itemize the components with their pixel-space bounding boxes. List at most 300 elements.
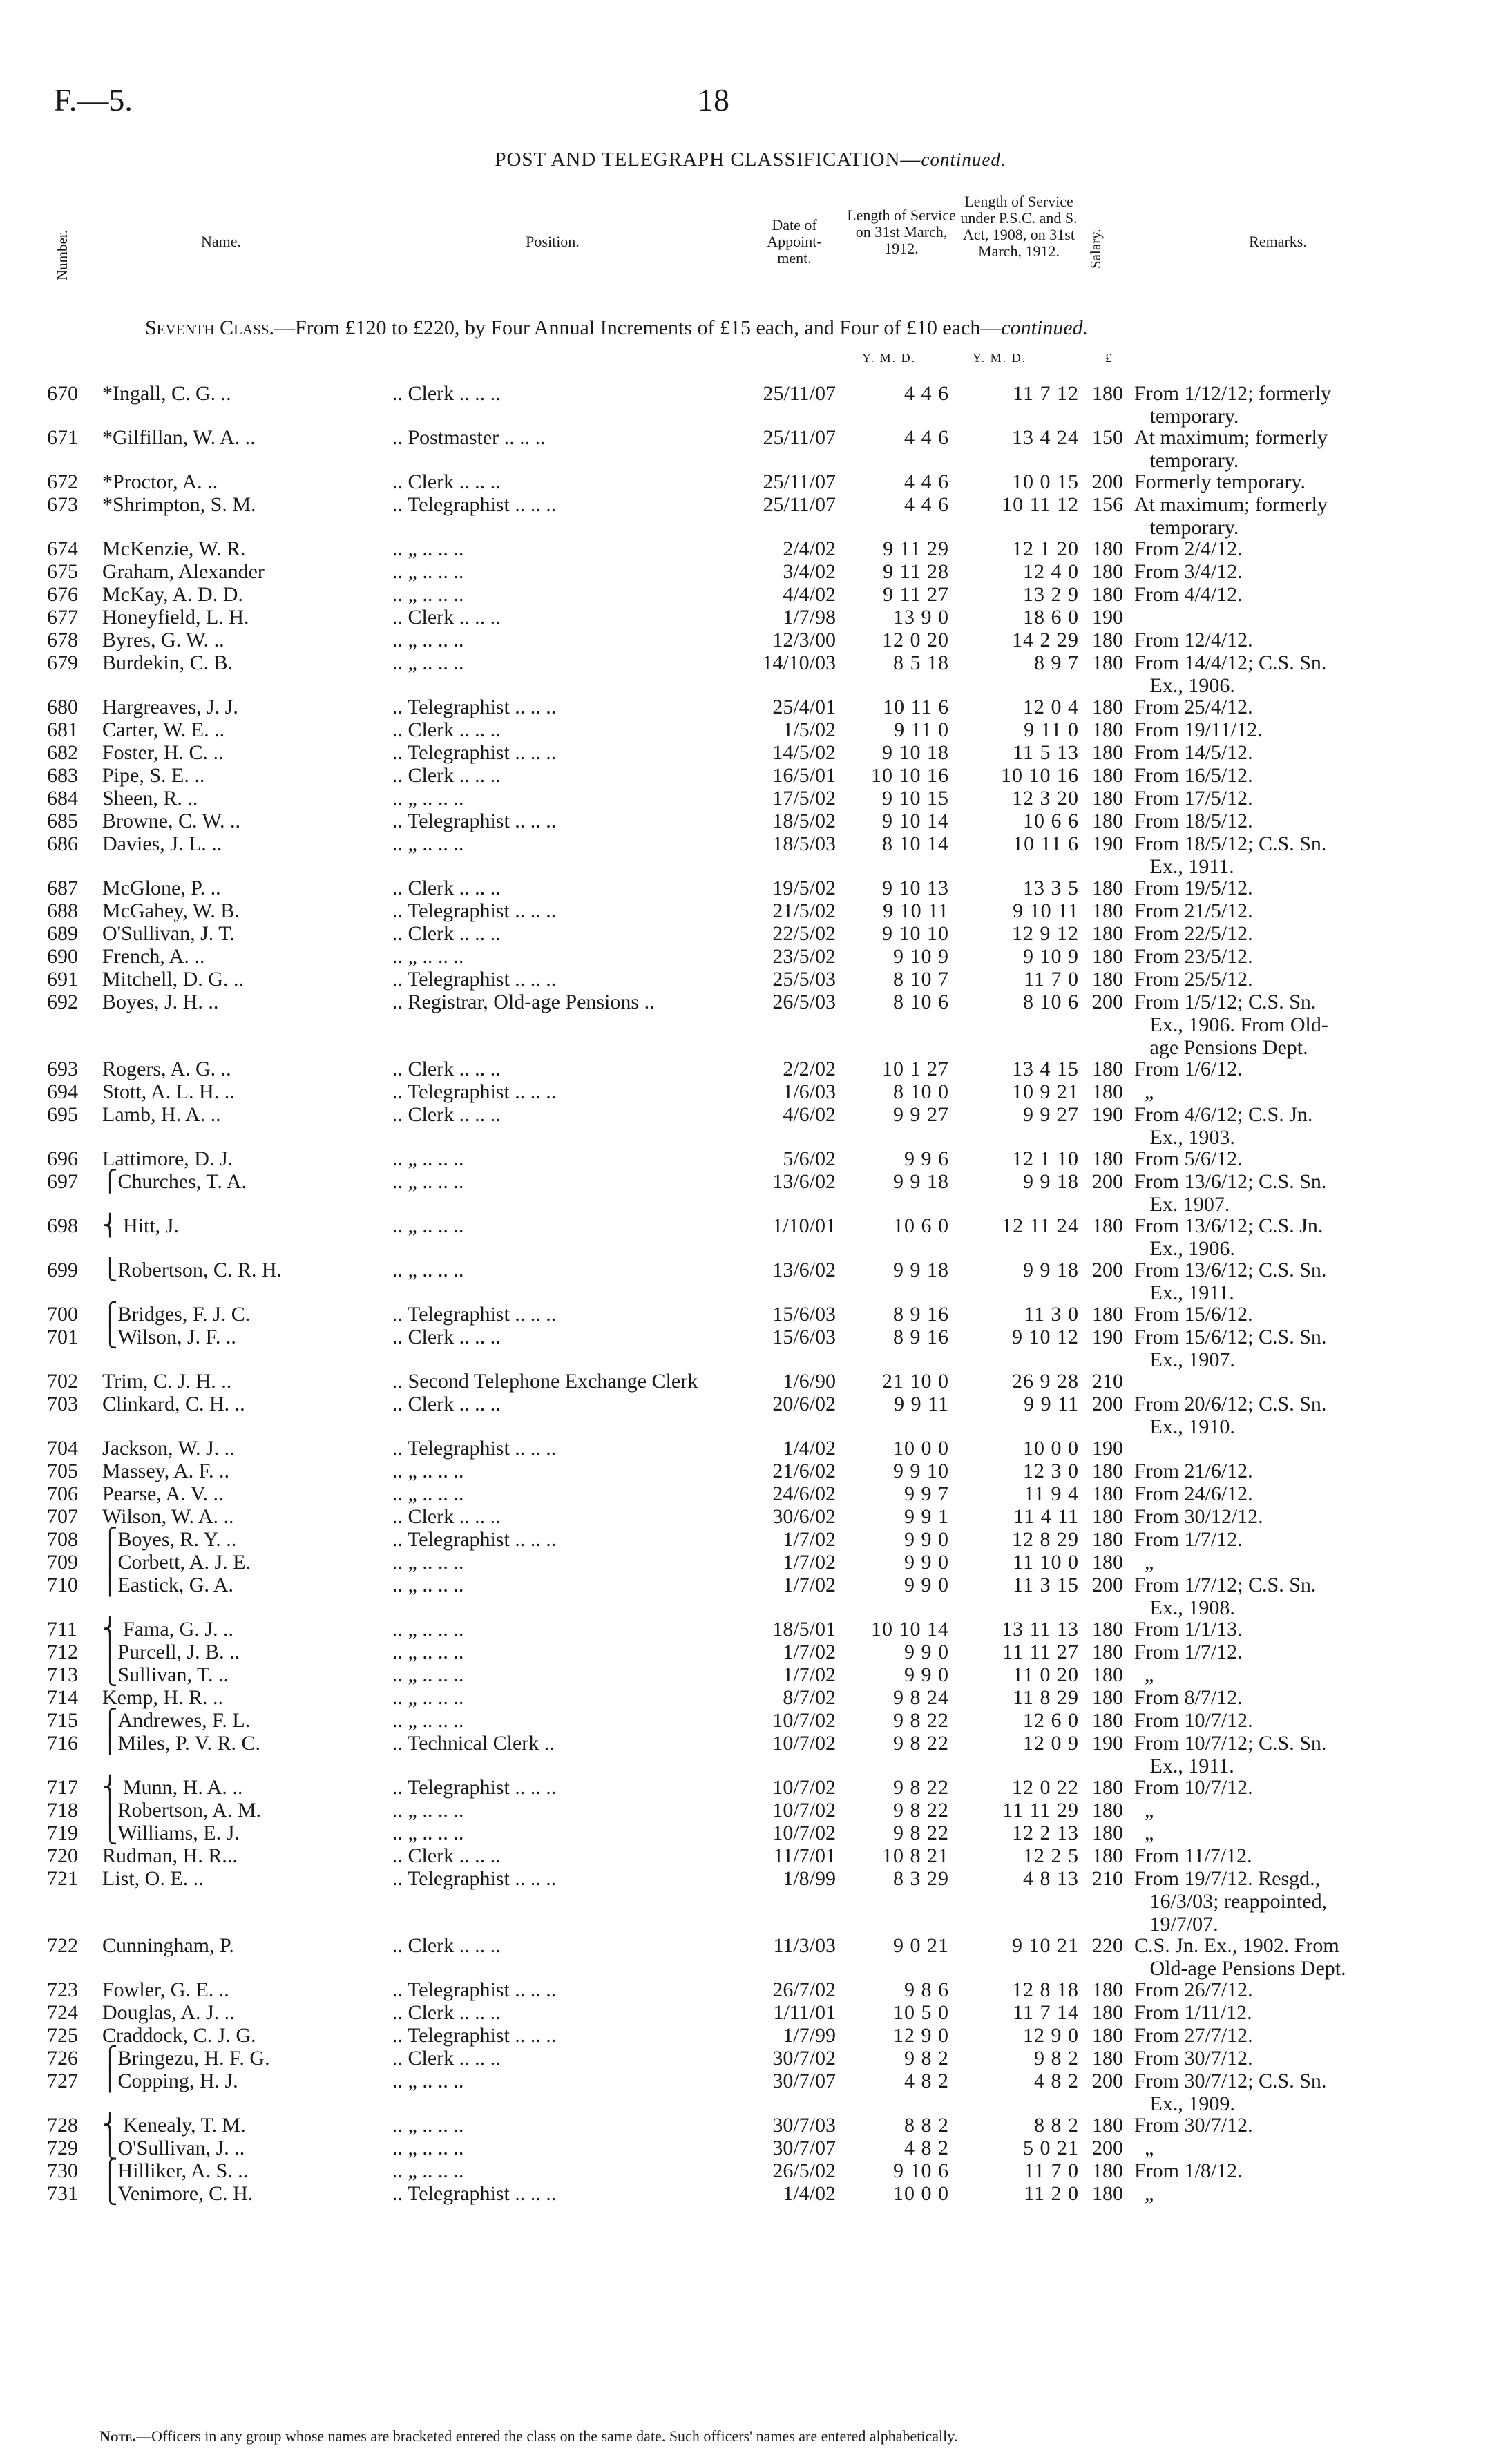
row-date: 16/5/01 [772, 764, 836, 787]
row-remarks: „ [1134, 1822, 1154, 1844]
row-number: 687 [47, 877, 78, 899]
table-row [0, 1574, 1501, 1619]
row-length-psc: 12 2 5 [1023, 1844, 1079, 1867]
row-remarks: From 21/6/12. [1134, 1460, 1253, 1482]
row-length-service: 8 8 2 [904, 2114, 949, 2137]
row-remarks: From 21/5/12. [1134, 899, 1253, 922]
row-length-psc: 8 8 2 [1034, 2114, 1079, 2137]
row-position: .. Clerk .. .. .. [392, 1058, 501, 1080]
table-row [0, 2137, 1501, 2160]
row-remarks: From 16/5/12. [1134, 764, 1253, 787]
row-date: 25/11/07 [763, 470, 836, 493]
row-number: 726 [47, 2047, 78, 2070]
class-continued: continued. [1001, 316, 1089, 339]
row-remarks: From 1/7/12; C.S. Sn. Ex., 1908. [1134, 1574, 1317, 1619]
row-remarks: From 15/6/12; C.S. Sn. Ex., 1907. [1134, 1326, 1327, 1371]
row-number: 670 [47, 382, 78, 405]
row-length-psc: 9 10 21 [1012, 1934, 1079, 1957]
row-name: ⎨ Hitt, J. [102, 1214, 179, 1237]
row-remarks: From 30/12/12. [1134, 1505, 1263, 1528]
row-date: 25/5/03 [772, 968, 836, 991]
row-length-service: 8 10 7 [893, 968, 949, 991]
row-salary: 180 [1092, 1776, 1123, 1799]
row-number: 678 [47, 629, 78, 651]
row-remarks: From 5/6/12. [1134, 1147, 1243, 1170]
row-position: .. Telegraphist .. .. .. [392, 1978, 557, 2001]
row-salary: 180 [1092, 1663, 1123, 1686]
row-date: 10/7/02 [772, 1822, 836, 1844]
row-position: .. Clerk .. .. .. [392, 922, 501, 945]
row-remarks: From 20/6/12; C.S. Sn. Ex., 1910. [1134, 1393, 1327, 1438]
row-length-service: 10 0 0 [893, 1437, 949, 1460]
row-length-service: 13 9 0 [893, 606, 949, 629]
row-length-psc: 11 8 29 [1013, 1686, 1079, 1709]
row-date: 11/3/03 [773, 1934, 836, 1957]
row-salary: 180 [1092, 629, 1123, 651]
row-salary: 180 [1092, 1460, 1123, 1482]
row-length-psc: 9 10 12 [1012, 1326, 1079, 1348]
table-row [0, 1058, 1501, 1081]
row-position: .. Telegraphist .. .. .. [392, 1867, 557, 1890]
row-length-psc: 26 9 28 [1012, 1370, 1079, 1393]
row-length-service: 10 1 27 [882, 1058, 949, 1080]
row-name: McGlone, P. .. [102, 877, 221, 899]
row-salary: 200 [1092, 2070, 1123, 2092]
row-length-service: 4 4 6 [904, 470, 949, 493]
row-salary: 190 [1092, 1437, 1123, 1460]
row-length-psc: 13 11 13 [1002, 1618, 1079, 1641]
row-date: 4/6/02 [783, 1103, 836, 1126]
row-remarks: From 26/7/12. [1134, 1978, 1253, 2001]
row-salary: 180 [1092, 787, 1123, 810]
row-name: Stott, A. L. H. .. [102, 1080, 235, 1103]
row-remarks: From 13/6/12; C.S. Sn. Ex. 1907. [1134, 1170, 1327, 1216]
table-row [0, 718, 1501, 742]
col-length-psc: Length of Service under P.S.C. and S. Act, 1908, on 31st March, 1912. [960, 193, 1078, 260]
row-date: 17/5/02 [772, 787, 836, 810]
row-number: 689 [47, 922, 78, 945]
row-date: 1/7/02 [783, 1663, 836, 1686]
table-row [0, 1303, 1501, 1326]
row-length-psc: 11 4 11 [1013, 1505, 1079, 1528]
row-salary: 180 [1092, 2047, 1123, 2070]
row-remarks: From 10/7/12. [1134, 1709, 1253, 1732]
col-name: Name. [200, 233, 242, 250]
col-salary: Salary. [1087, 229, 1104, 269]
row-number: 719 [47, 1822, 78, 1844]
row-number: 702 [47, 1370, 78, 1393]
col-number: Number. [54, 230, 70, 281]
row-position: .. „ .. .. .. [392, 1574, 464, 1596]
row-date: 2/2/02 [783, 1058, 836, 1080]
row-position: .. Second Telephone Exchange Clerk [392, 1370, 698, 1393]
row-number: 717 [47, 1776, 78, 1799]
row-length-psc: 10 10 16 [1001, 764, 1079, 787]
row-salary: 180 [1092, 1080, 1123, 1103]
row-number: 721 [47, 1867, 78, 1890]
table-row [0, 991, 1501, 1059]
col-length-service: Length of Service on 31st March, 1912. [847, 207, 956, 257]
class-label: Seventh Class. [145, 316, 275, 339]
row-number: 723 [47, 1978, 78, 2001]
row-salary: 180 [1092, 1058, 1123, 1080]
row-name: Lattimore, D. J. [102, 1147, 233, 1170]
row-length-psc: 11 11 29 [1002, 1799, 1079, 1822]
row-length-psc: 11 0 20 [1013, 1663, 1079, 1686]
row-salary: 210 [1092, 1370, 1123, 1393]
row-remarks: From 25/5/12. [1134, 968, 1253, 991]
row-salary: 200 [1092, 991, 1123, 1013]
row-position: .. Telegraphist .. .. .. [392, 899, 557, 922]
row-position: .. Clerk .. .. .. [392, 2047, 501, 2070]
row-number: 691 [47, 968, 78, 991]
row-length-service: 21 10 0 [882, 1370, 949, 1393]
row-remarks: At maximum; formerly temporary. [1134, 493, 1328, 539]
row-length-psc: 11 9 4 [1024, 1482, 1079, 1505]
table-row [0, 1551, 1501, 1574]
row-length-service: 9 9 11 [894, 1393, 949, 1415]
row-remarks: From 1/7/12. [1134, 1528, 1243, 1551]
row-date: 22/5/02 [772, 922, 836, 945]
row-date: 19/5/02 [772, 877, 836, 899]
row-salary: 180 [1092, 1641, 1123, 1663]
row-position: .. Postmaster .. .. .. [392, 426, 546, 449]
row-number: 675 [47, 560, 78, 583]
row-remarks: From 17/5/12. [1134, 787, 1253, 810]
row-date: 26/5/03 [772, 991, 836, 1013]
row-length-psc: 11 7 0 [1024, 968, 1079, 991]
row-name: ⎨ Kenealy, T. M. [102, 2114, 246, 2137]
table-row [0, 696, 1501, 719]
table-row [0, 1103, 1501, 1149]
row-length-psc: 18 6 0 [1023, 606, 1079, 629]
table-row [0, 968, 1501, 991]
row-name: ⎪Eastick, G. A. [102, 1574, 233, 1596]
row-date: 14/10/03 [762, 651, 836, 674]
row-length-psc: 12 8 29 [1012, 1528, 1079, 1551]
table-row [0, 560, 1501, 584]
row-remarks: From 22/5/12. [1134, 922, 1253, 945]
row-name: Fowler, G. E. .. [102, 1978, 229, 2001]
row-salary: 180 [1092, 583, 1123, 606]
row-length-service: 8 9 16 [893, 1303, 949, 1326]
row-remarks: From 1/1/13. [1134, 1618, 1243, 1641]
row-remarks: From 14/5/12. [1134, 741, 1253, 764]
row-salary: 180 [1092, 1618, 1123, 1641]
row-name: *Gilfillan, W. A. .. [102, 426, 256, 449]
row-salary: 190 [1092, 1103, 1123, 1126]
row-length-service: 9 8 22 [893, 1709, 949, 1732]
row-number: 680 [47, 696, 78, 718]
row-position: .. „ .. .. .. [392, 1214, 464, 1237]
row-date: 21/6/02 [772, 1460, 836, 1482]
row-position: .. „ .. .. .. [392, 832, 464, 855]
row-date: 1/11/01 [773, 2001, 836, 2024]
row-position: .. Clerk .. .. .. [392, 1505, 501, 1528]
row-date: 1/7/02 [783, 1528, 836, 1551]
row-salary: 180 [1092, 1551, 1123, 1574]
row-position: .. „ .. .. .. [392, 1641, 464, 1663]
row-position: .. „ .. .. .. [392, 1799, 464, 1822]
row-salary: 180 [1092, 2159, 1123, 2182]
row-salary: 180 [1092, 922, 1123, 945]
row-length-service: 10 10 16 [871, 764, 949, 787]
row-position: .. „ .. .. .. [392, 1170, 464, 1193]
row-number: 727 [47, 2070, 78, 2092]
row-salary: 180 [1092, 764, 1123, 787]
table-row [0, 1147, 1501, 1171]
row-salary: 180 [1092, 2182, 1123, 2205]
row-length-service: 8 10 6 [893, 991, 949, 1013]
row-name: McKenzie, W. R. [102, 537, 246, 560]
row-remarks: From 13/6/12; C.S. Jn. Ex., 1906. [1134, 1214, 1323, 1260]
row-remarks: From 1/11/12. [1134, 2001, 1252, 2024]
row-salary: 200 [1092, 470, 1123, 493]
row-name: ⎩Wilson, J. F. .. [102, 1326, 236, 1348]
row-length-psc: 11 5 13 [1013, 741, 1079, 764]
note-label: Note. [99, 2427, 137, 2445]
row-length-service: 9 10 14 [882, 810, 949, 832]
row-number: 695 [47, 1103, 78, 1126]
row-length-service: 8 10 0 [893, 1080, 949, 1103]
table-row [0, 2114, 1501, 2137]
row-number: 711 [47, 1618, 77, 1641]
row-salary: 180 [1092, 1147, 1123, 1170]
row-date: 1/7/98 [783, 606, 836, 629]
row-remarks: From 19/11/12. [1134, 718, 1263, 741]
row-position: .. Clerk .. .. .. [392, 606, 501, 629]
row-position: .. Telegraphist .. .. .. [392, 696, 557, 718]
row-date: 1/4/02 [783, 2182, 836, 2205]
row-date: 14/5/02 [772, 741, 836, 764]
table-row [0, 1326, 1501, 1371]
row-name: O'Sullivan, J. T. [102, 922, 235, 945]
row-number: 713 [47, 1663, 78, 1686]
table-row [0, 741, 1501, 765]
row-position: .. „ .. .. .. [392, 1482, 464, 1505]
row-name: French, A. .. [102, 945, 205, 968]
row-length-psc: 9 8 2 [1034, 2047, 1079, 2070]
row-number: 728 [47, 2114, 78, 2137]
row-number: 688 [47, 899, 78, 922]
row-position: .. Clerk .. .. .. [392, 1103, 501, 1126]
row-length-psc: 11 3 15 [1013, 1574, 1079, 1596]
table-row [0, 787, 1501, 810]
table-row [0, 2182, 1501, 2206]
row-date: 23/5/02 [772, 945, 836, 968]
row-position: .. Telegraphist .. .. .. [392, 2024, 557, 2047]
row-number: 722 [47, 1934, 78, 1957]
table-row [0, 1844, 1501, 1868]
row-length-service: 9 9 0 [904, 1574, 949, 1596]
row-salary: 180 [1092, 1844, 1123, 1867]
row-position: .. Telegraphist .. .. .. [392, 1528, 557, 1551]
table-row [0, 877, 1501, 900]
row-date: 1/4/02 [783, 1437, 836, 1460]
row-position: .. Clerk .. .. .. [392, 718, 501, 741]
row-length-service: 9 9 6 [904, 1147, 949, 1170]
row-salary: 180 [1092, 651, 1123, 674]
row-name: Graham, Alexander [102, 560, 265, 583]
row-date: 12/3/00 [772, 629, 836, 651]
row-name: Massey, A. F. .. [102, 1460, 229, 1482]
row-length-service: 4 8 2 [904, 2137, 949, 2159]
table-row [0, 1437, 1501, 1460]
row-number: 686 [47, 832, 78, 855]
row-length-psc: 9 9 18 [1023, 1170, 1079, 1193]
row-number: 694 [47, 1080, 78, 1103]
row-name: Douglas, A. J. .. [102, 2001, 235, 2024]
row-number: 710 [47, 1574, 78, 1596]
row-number: 720 [47, 1844, 78, 1867]
row-length-psc: 4 8 13 [1023, 1867, 1079, 1890]
row-date: 2/4/02 [783, 537, 836, 560]
row-salary: 190 [1092, 606, 1123, 629]
row-name: Trim, C. J. H. .. [102, 1370, 232, 1393]
table-row [0, 1709, 1501, 1732]
row-salary: 180 [1092, 560, 1123, 583]
row-length-service: 9 11 0 [894, 718, 949, 741]
row-length-service: 9 8 22 [893, 1732, 949, 1755]
row-length-service: 9 9 10 [893, 1460, 949, 1482]
row-date: 18/5/03 [772, 832, 836, 855]
row-length-service: 9 10 15 [882, 787, 949, 810]
row-length-psc: 9 10 11 [1013, 899, 1079, 922]
row-length-psc: 14 2 29 [1012, 629, 1079, 651]
row-position: .. „ .. .. .. [392, 1822, 464, 1844]
note-text: —Officers in any group whose names are bracketed entered the class on the same date. Such officers' names are entered alphabetically. [136, 2427, 958, 2445]
row-length-psc: 12 0 22 [1012, 1776, 1079, 1799]
row-date: 20/6/02 [772, 1393, 836, 1415]
row-length-psc: 12 6 0 [1023, 1709, 1079, 1732]
row-length-service: 10 11 6 [883, 696, 949, 718]
row-number: 712 [47, 1641, 78, 1663]
row-name: Pearse, A. V. .. [102, 1482, 224, 1505]
row-salary: 180 [1092, 1978, 1123, 2001]
row-number: 674 [47, 537, 78, 560]
row-position: .. „ .. .. .. [392, 787, 464, 810]
row-position: .. „ .. .. .. [392, 1551, 464, 1574]
row-length-psc: 9 9 11 [1024, 1393, 1079, 1415]
row-number: 705 [47, 1460, 78, 1482]
row-remarks: From 18/5/12; C.S. Sn. Ex., 1911. [1134, 832, 1327, 878]
row-date: 25/11/07 [763, 382, 836, 405]
table-row [0, 945, 1501, 968]
row-number: 706 [47, 1482, 78, 1505]
row-name: Mitchell, D. G. .. [102, 968, 244, 991]
row-name: Craddock, C. J. G. [102, 2024, 256, 2047]
row-salary: 180 [1092, 382, 1123, 405]
row-remarks: From 14/4/12; C.S. Sn. Ex., 1906. [1134, 651, 1327, 697]
row-length-service: 8 3 29 [893, 1867, 949, 1890]
row-name: ⎧Bringezu, H. F. G. [102, 2047, 270, 2070]
row-date: 1/10/01 [772, 1214, 836, 1237]
table-row [0, 2070, 1501, 2115]
row-date: 30/6/02 [772, 1505, 836, 1528]
row-number: 709 [47, 1551, 78, 1574]
row-number: 708 [47, 1528, 78, 1551]
row-salary: 190 [1092, 1732, 1123, 1755]
table-row [0, 1776, 1501, 1799]
row-date: 4/4/02 [783, 583, 836, 606]
row-length-service: 4 8 2 [904, 2070, 949, 2092]
row-length-service: 9 10 9 [893, 945, 949, 968]
table-row [0, 537, 1501, 561]
table-row [0, 1505, 1501, 1529]
table-row [0, 2024, 1501, 2047]
row-number: 707 [47, 1505, 78, 1528]
row-number: 715 [47, 1709, 78, 1732]
row-date: 18/5/01 [772, 1618, 836, 1641]
row-number: 692 [47, 991, 78, 1013]
row-salary: 190 [1092, 1326, 1123, 1348]
row-number: 703 [47, 1393, 78, 1415]
row-date: 11/7/01 [773, 1844, 836, 1867]
table-row [0, 2047, 1501, 2070]
row-date: 1/7/02 [783, 1641, 836, 1663]
row-name: McKay, A. D. D. [102, 583, 243, 606]
row-name: ⎧Boyes, R. Y. .. [102, 1528, 237, 1551]
row-salary: 180 [1092, 1505, 1123, 1528]
footnote [99, 2427, 957, 2445]
row-position: .. Clerk .. .. .. [392, 877, 501, 899]
row-position: .. „ .. .. .. [392, 537, 464, 560]
row-remarks: From 1/6/12. [1134, 1058, 1243, 1080]
row-length-service: 4 4 6 [904, 493, 949, 516]
row-date: 5/6/02 [783, 1147, 836, 1170]
row-position: .. „ .. .. .. [392, 945, 464, 968]
row-date: 3/4/02 [783, 560, 836, 583]
row-number: 679 [47, 651, 78, 674]
row-name: ⎩O'Sullivan, J. .. [102, 2137, 245, 2159]
row-position: .. Telegraphist .. .. .. [392, 1080, 557, 1103]
row-name: Lamb, H. A. .. [102, 1103, 221, 1126]
row-date: 10/7/02 [772, 1799, 836, 1822]
row-name: ⎧Andrewes, F. L. [102, 1709, 251, 1732]
table-row [0, 1393, 1501, 1438]
row-length-service: 9 9 1 [904, 1505, 949, 1528]
row-position: .. Clerk .. .. .. [392, 1393, 501, 1415]
row-date: 26/5/02 [772, 2159, 836, 2182]
row-salary: 180 [1092, 899, 1123, 922]
row-salary: 180 [1092, 877, 1123, 899]
row-position: .. „ .. .. .. [392, 2137, 464, 2159]
row-remarks: From 1/8/12. [1134, 2159, 1243, 2182]
row-remarks: From 3/4/12. [1134, 560, 1243, 583]
row-remarks: From 19/7/12. Resgd., 16/3/03; reappointed, 19/7/07. [1134, 1867, 1328, 1936]
row-number: 704 [47, 1437, 78, 1460]
row-length-psc: 10 6 6 [1023, 810, 1079, 832]
row-length-psc: 12 9 12 [1012, 922, 1079, 945]
row-length-service: 12 9 0 [893, 2024, 949, 2047]
row-length-psc: 13 2 9 [1023, 583, 1079, 606]
row-position: .. Clerk .. .. .. [392, 470, 501, 493]
row-length-psc: 11 10 0 [1013, 1551, 1079, 1574]
table-row [0, 899, 1501, 923]
row-name: *Shrimpton, S. M. [102, 493, 256, 516]
row-number: 677 [47, 606, 78, 629]
row-name: ⎧Hilliker, A. S. .. [102, 2159, 249, 2182]
row-number: 698 [47, 1214, 78, 1237]
row-remarks: From 4/6/12; C.S. Jn. Ex., 1903. [1134, 1103, 1313, 1149]
row-remarks: From 8/7/12. [1134, 1686, 1243, 1709]
row-remarks: From 10/7/12. [1134, 1776, 1253, 1799]
row-length-service: 9 8 2 [904, 2047, 949, 2070]
table-row [0, 651, 1501, 697]
row-date: 24/6/02 [772, 1482, 836, 1505]
row-length-service: 10 5 0 [893, 2001, 949, 2024]
units-ymd-2: Y. M. D. [973, 351, 1027, 365]
